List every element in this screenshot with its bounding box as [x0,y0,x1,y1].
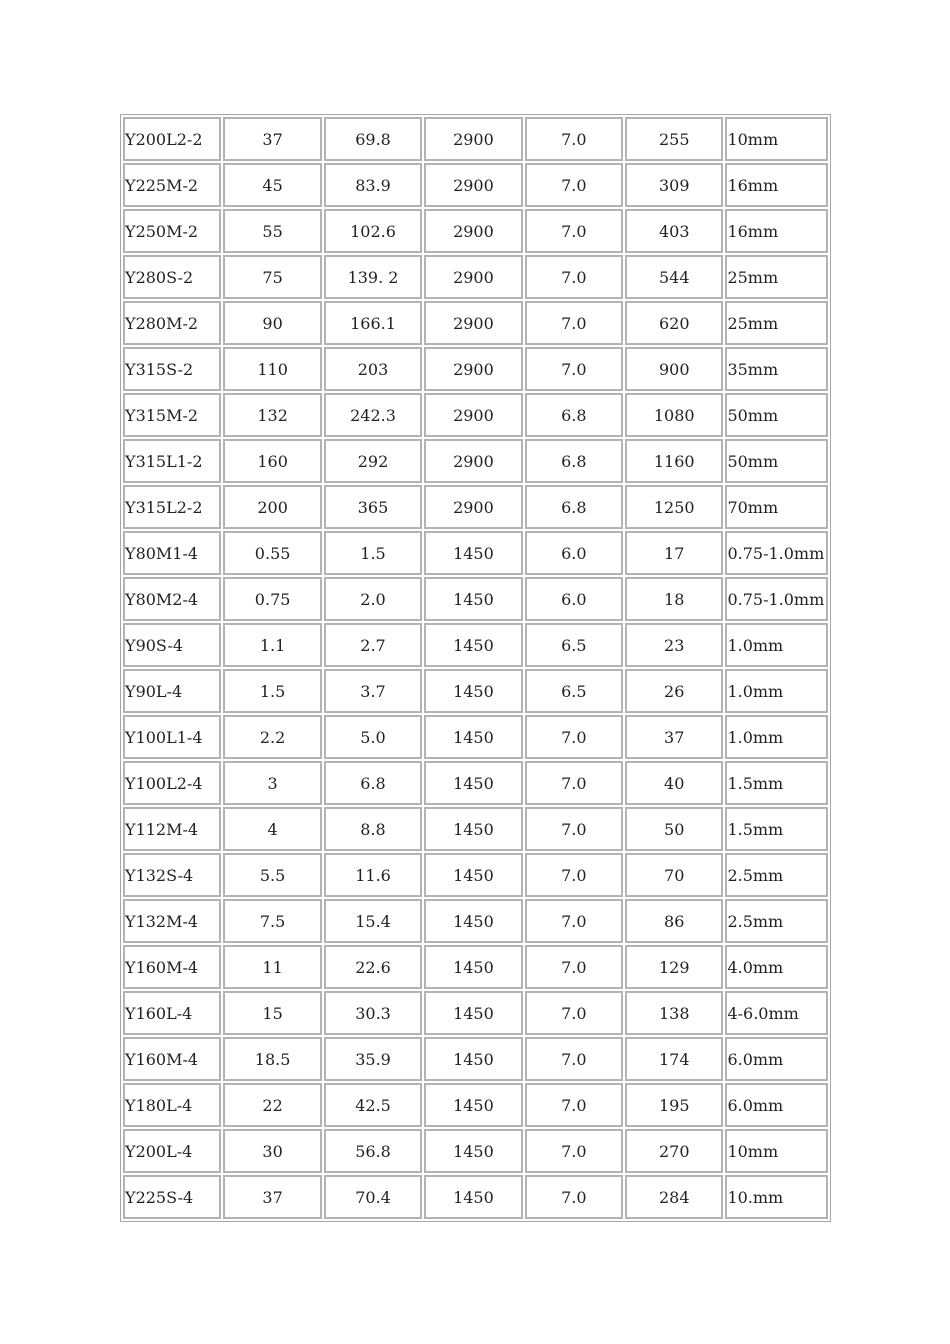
wire-cell: 0.75-1.0mm [725,577,828,621]
weight-cell: 1160 [625,439,723,483]
power-cell: 132 [223,393,321,437]
model-cell: Y280S-2 [123,255,221,299]
current-cell: 42.5 [324,1083,422,1127]
wire-cell: 1.5mm [725,807,828,851]
weight-cell: 50 [625,807,723,851]
wire-cell: 0.75-1.0mm [725,531,828,575]
table-row [123,117,828,161]
table-row [123,991,828,1035]
model-cell: Y315M-2 [123,393,221,437]
speed-cell: 1450 [424,1175,522,1219]
current-cell: 6.8 [324,761,422,805]
power-cell: 22 [223,1083,321,1127]
ratio-cell: 7.0 [525,1129,623,1173]
model-cell: Y250M-2 [123,209,221,253]
ratio-cell: 7.0 [525,1083,623,1127]
speed-cell: 1450 [424,577,522,621]
power-cell: 11 [223,945,321,989]
current-cell: 69.8 [324,117,422,161]
weight-cell: 1080 [625,393,723,437]
current-cell: 2.0 [324,577,422,621]
wire-cell: 50mm [725,393,828,437]
ratio-cell: 7.0 [525,117,623,161]
wire-cell: 1.0mm [725,715,828,759]
model-cell: Y160L-4 [123,991,221,1035]
speed-cell: 1450 [424,531,522,575]
speed-cell: 1450 [424,807,522,851]
model-cell: Y225S-4 [123,1175,221,1219]
current-cell: 22.6 [324,945,422,989]
speed-cell: 2900 [424,439,522,483]
current-cell: 203 [324,347,422,391]
table-row [123,577,828,621]
table-row [123,209,828,253]
ratio-cell: 7.0 [525,1037,623,1081]
power-cell: 5.5 [223,853,321,897]
table-row [123,531,828,575]
current-cell: 70.4 [324,1175,422,1219]
weight-cell: 23 [625,623,723,667]
speed-cell: 1450 [424,761,522,805]
table-row [123,945,828,989]
current-cell: 242.3 [324,393,422,437]
current-cell: 5.0 [324,715,422,759]
table-row [123,347,828,391]
wire-cell: 10.mm [725,1175,828,1219]
model-cell: Y225M-2 [123,163,221,207]
wire-cell: 1.0mm [725,623,828,667]
power-cell: 37 [223,1175,321,1219]
current-cell: 8.8 [324,807,422,851]
table-row [123,1129,828,1173]
current-cell: 365 [324,485,422,529]
weight-cell: 255 [625,117,723,161]
ratio-cell: 6.0 [525,531,623,575]
current-cell: 1.5 [324,531,422,575]
current-cell: 15.4 [324,899,422,943]
speed-cell: 2900 [424,117,522,161]
speed-cell: 2900 [424,255,522,299]
table-row [123,1083,828,1127]
table-body [123,117,828,1219]
speed-cell: 2900 [424,485,522,529]
power-cell: 15 [223,991,321,1035]
speed-cell: 1450 [424,1083,522,1127]
wire-cell: 6.0mm [725,1083,828,1127]
current-cell: 35.9 [324,1037,422,1081]
speed-cell: 1450 [424,1129,522,1173]
weight-cell: 40 [625,761,723,805]
table-row [123,439,828,483]
model-cell: Y112M-4 [123,807,221,851]
model-cell: Y200L2-2 [123,117,221,161]
current-cell: 102.6 [324,209,422,253]
speed-cell: 2900 [424,301,522,345]
speed-cell: 2900 [424,393,522,437]
current-cell: 139. 2 [324,255,422,299]
power-cell: 160 [223,439,321,483]
wire-cell: 4-6.0mm [725,991,828,1035]
ratio-cell: 6.5 [525,669,623,713]
wire-cell: 16mm [725,209,828,253]
power-cell: 2.2 [223,715,321,759]
model-cell: Y180L-4 [123,1083,221,1127]
model-cell: Y315L2-2 [123,485,221,529]
speed-cell: 1450 [424,623,522,667]
model-cell: Y90L-4 [123,669,221,713]
table-row [123,1037,828,1081]
power-cell: 7.5 [223,899,321,943]
table-row [123,393,828,437]
table-row [123,485,828,529]
power-cell: 55 [223,209,321,253]
ratio-cell: 6.5 [525,623,623,667]
ratio-cell: 7.0 [525,255,623,299]
model-cell: Y90S-4 [123,623,221,667]
model-cell: Y132M-4 [123,899,221,943]
power-cell: 45 [223,163,321,207]
model-cell: Y80M1-4 [123,531,221,575]
table-row [123,853,828,897]
power-cell: 75 [223,255,321,299]
current-cell: 166.1 [324,301,422,345]
ratio-cell: 6.0 [525,577,623,621]
power-cell: 18.5 [223,1037,321,1081]
wire-cell: 70mm [725,485,828,529]
motor-spec-table [120,114,831,1222]
wire-cell: 2.5mm [725,899,828,943]
table-row [123,301,828,345]
speed-cell: 1450 [424,853,522,897]
model-cell: Y100L1-4 [123,715,221,759]
current-cell: 30.3 [324,991,422,1035]
table-row [123,163,828,207]
current-cell: 11.6 [324,853,422,897]
ratio-cell: 7.0 [525,761,623,805]
ratio-cell: 7.0 [525,301,623,345]
speed-cell: 1450 [424,945,522,989]
ratio-cell: 7.0 [525,945,623,989]
ratio-cell: 7.0 [525,807,623,851]
wire-cell: 4.0mm [725,945,828,989]
table-row [123,1175,828,1219]
model-cell: Y315S-2 [123,347,221,391]
wire-cell: 1.5mm [725,761,828,805]
weight-cell: 309 [625,163,723,207]
power-cell: 90 [223,301,321,345]
power-cell: 37 [223,117,321,161]
model-cell: Y200L-4 [123,1129,221,1173]
wire-cell: 16mm [725,163,828,207]
power-cell: 0.55 [223,531,321,575]
ratio-cell: 6.8 [525,439,623,483]
wire-cell: 10mm [725,117,828,161]
table-row [123,715,828,759]
power-cell: 1.1 [223,623,321,667]
table-row [123,899,828,943]
wire-cell: 35mm [725,347,828,391]
ratio-cell: 7.0 [525,991,623,1035]
ratio-cell: 7.0 [525,853,623,897]
power-cell: 30 [223,1129,321,1173]
weight-cell: 620 [625,301,723,345]
current-cell: 292 [324,439,422,483]
table-row [123,255,828,299]
ratio-cell: 7.0 [525,715,623,759]
weight-cell: 18 [625,577,723,621]
wire-cell: 6.0mm [725,1037,828,1081]
ratio-cell: 6.8 [525,393,623,437]
model-cell: Y80M2-4 [123,577,221,621]
speed-cell: 1450 [424,899,522,943]
speed-cell: 1450 [424,715,522,759]
ratio-cell: 6.8 [525,485,623,529]
model-cell: Y100L2-4 [123,761,221,805]
weight-cell: 900 [625,347,723,391]
current-cell: 56.8 [324,1129,422,1173]
current-cell: 2.7 [324,623,422,667]
current-cell: 83.9 [324,163,422,207]
ratio-cell: 7.0 [525,209,623,253]
weight-cell: 70 [625,853,723,897]
ratio-cell: 7.0 [525,163,623,207]
weight-cell: 174 [625,1037,723,1081]
wire-cell: 2.5mm [725,853,828,897]
power-cell: 200 [223,485,321,529]
power-cell: 3 [223,761,321,805]
table-row [123,761,828,805]
weight-cell: 270 [625,1129,723,1173]
weight-cell: 138 [625,991,723,1035]
model-cell: Y160M-4 [123,1037,221,1081]
power-cell: 1.5 [223,669,321,713]
wire-cell: 50mm [725,439,828,483]
weight-cell: 284 [625,1175,723,1219]
current-cell: 3.7 [324,669,422,713]
wire-cell: 10mm [725,1129,828,1173]
table-row [123,669,828,713]
weight-cell: 129 [625,945,723,989]
speed-cell: 2900 [424,209,522,253]
ratio-cell: 7.0 [525,899,623,943]
power-cell: 4 [223,807,321,851]
ratio-cell: 7.0 [525,1175,623,1219]
table-row [123,807,828,851]
wire-cell: 1.0mm [725,669,828,713]
weight-cell: 86 [625,899,723,943]
weight-cell: 17 [625,531,723,575]
model-cell: Y315L1-2 [123,439,221,483]
weight-cell: 1250 [625,485,723,529]
speed-cell: 2900 [424,347,522,391]
model-cell: Y132S-4 [123,853,221,897]
speed-cell: 1450 [424,669,522,713]
table-row [123,623,828,667]
weight-cell: 403 [625,209,723,253]
speed-cell: 2900 [424,163,522,207]
weight-cell: 544 [625,255,723,299]
weight-cell: 26 [625,669,723,713]
power-cell: 0.75 [223,577,321,621]
model-cell: Y160M-4 [123,945,221,989]
weight-cell: 37 [625,715,723,759]
wire-cell: 25mm [725,301,828,345]
weight-cell: 195 [625,1083,723,1127]
ratio-cell: 7.0 [525,347,623,391]
speed-cell: 1450 [424,1037,522,1081]
wire-cell: 25mm [725,255,828,299]
model-cell: Y280M-2 [123,301,221,345]
power-cell: 110 [223,347,321,391]
speed-cell: 1450 [424,991,522,1035]
